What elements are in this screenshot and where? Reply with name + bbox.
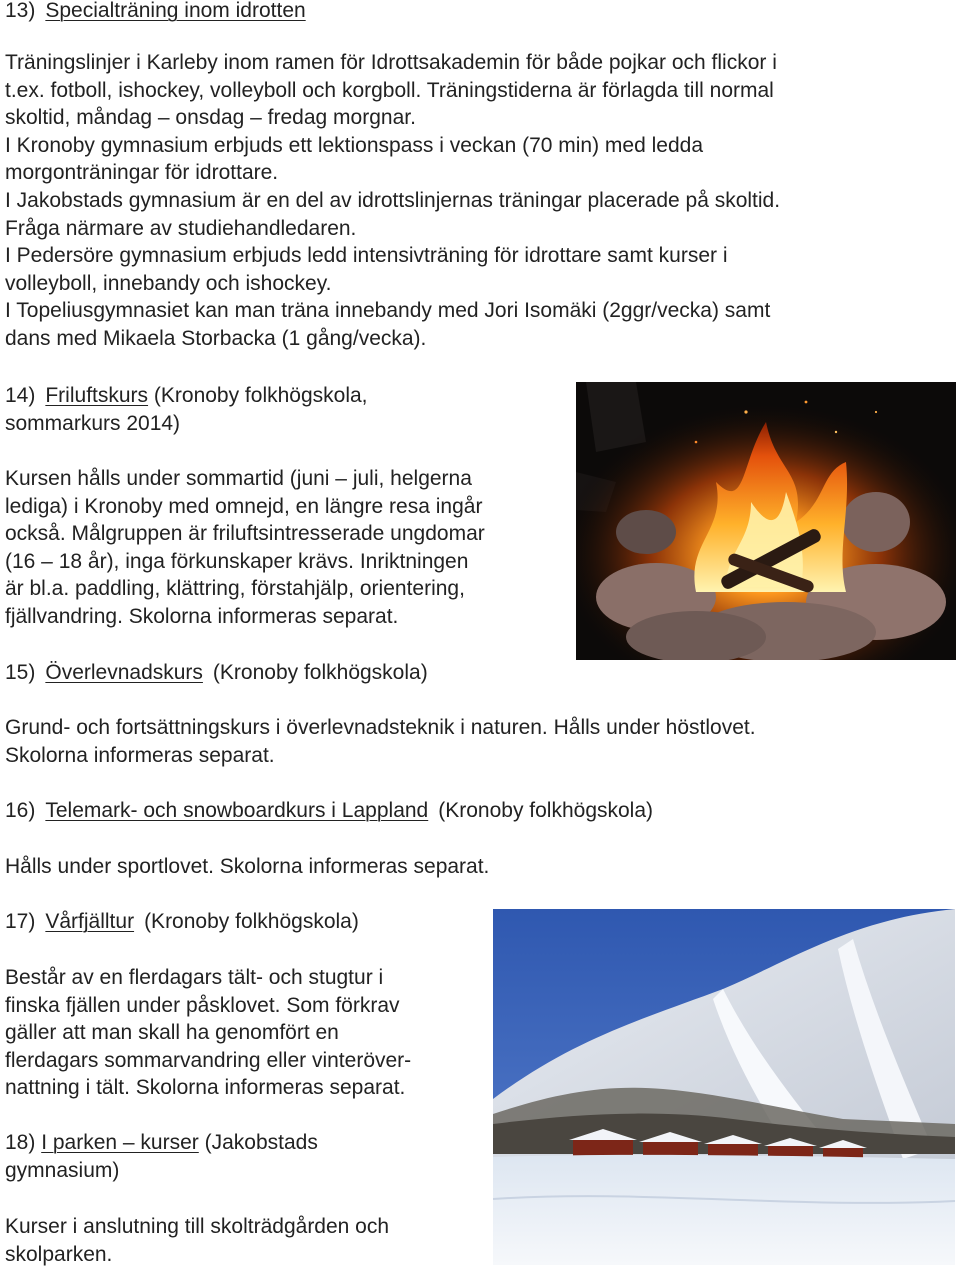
section-16-title-link[interactable]: Telemark- och snowboardkurs i Lappland [45,799,429,822]
paragraph-line: Träningslinjer i Karleby inom ramen för Idrottsakademin för både pojkar och flickor i [5,51,777,74]
paragraph-line: flerdagars sommarvandring eller vinteröver- [5,1048,412,1072]
section-18-organizer: (Jakobstads [204,1131,318,1154]
section-18-heading [5,1129,318,1184]
paragraph-line: I Kronoby gymnasium erbjuds ett lektionspass i veckan (70 min) med ledda [5,133,704,157]
section-number: 18) [5,1131,36,1154]
paragraph-line: I Topeliusgymnasiet kan man träna innebandy med Jori Isomäki (2ggr/vecka) samt [5,299,771,323]
campfire-photo [576,382,956,660]
paragraph-line: Skolorna informeras separat. [5,743,275,767]
section-13-heading [5,0,306,25]
paragraph-line: I Jakobstads gymnasium är en del av idrottslinjernas träningar placerade på skoltid. [5,188,781,212]
paragraph-line: Består av en flerdagars tält- och stugtur i [5,966,384,989]
paragraph-line: t.ex. fotboll, ishockey, volleyboll och korgboll. Träningstiderna är förlagda till normal [5,78,774,102]
section-18-organizer-cont: gymnasium) [5,1158,120,1182]
section-17-title-link[interactable]: Vårfjälltur [45,910,135,933]
paragraph-line: Kursen hålls under sommartid (juni – juli, helgerna [5,467,472,490]
paragraph-line: nattning i tält. Skolorna informeras separat. [5,1076,406,1100]
paragraph-line: Grund- och fortsättningskurs i överlevnadsteknik i naturen. Hålls under höstlovet. [5,716,756,739]
section-14-title-link[interactable]: Friluftskurs [45,384,149,407]
section-14-body [5,465,485,631]
section-13 [5,0,306,25]
paragraph-line: volleyboll, innebandy och ishockey. [5,271,332,295]
section-16-body [5,853,489,881]
section-13-title-link[interactable]: Specialträning inom idrotten [45,0,306,22]
section-17-body [5,964,411,1102]
paragraph-line: (16 – 18 år), inga förkunskaper krävs. Inriktningen [5,549,469,573]
section-15-heading [5,659,428,687]
section-14-heading [5,382,368,437]
paragraph-line: Kurser i anslutning till skolträdgården och [5,1215,390,1238]
section-number: 14) [5,384,36,407]
paragraph-line: skoltid, måndag – onsdag – fredag morgnar. [5,106,416,130]
snowy-fell-cabins-photo [493,909,955,1265]
section-13-body [5,49,780,353]
paragraph-line: morgonträningar för idrottare. [5,161,279,185]
section-17-heading [5,908,359,936]
paragraph-line: lediga) i Kronoby med omnejd, en längre resa ingår [5,494,483,518]
section-16-organizer: (Kronoby folkhögskola) [438,799,654,822]
paragraph-line: I Pedersöre gymnasium erbjuds ledd intensivträning för idrottare samt kurser i [5,244,728,268]
paragraph-line: skolparken. [5,1242,113,1266]
paragraph-line: är bl.a. paddling, klättring, förstahjälp, orientering, [5,577,465,601]
section-number: 13) [5,0,36,22]
paragraph-line: Fråga närmare av studiehandledaren. [5,216,357,240]
section-17-organizer: (Kronoby folkhögskola) [144,910,359,933]
section-15-body [5,714,756,769]
paragraph-line: Hålls under sportlovet. Skolorna informeras separat. [5,855,490,878]
section-18-title-link[interactable]: I parken – kurser [41,1131,199,1154]
paragraph-line: gäller att man skall ha genomfört en [5,1021,339,1045]
section-15-organizer: (Kronoby folkhögskola) [212,661,428,684]
section-14-organizer: (Kronoby folkhögskola, [153,384,368,407]
section-number: 17) [5,910,36,933]
paragraph-line: dans med Mikaela Storbacka (1 gång/vecka). [5,326,427,350]
section-14-organizer-cont: sommarkurs 2014) [5,411,181,435]
section-15-title-link[interactable]: Överlevnadskurs [45,661,203,684]
paragraph-line: finska fjällen under påsklovet. Som förkrav [5,993,400,1017]
section-16-heading [5,797,653,825]
section-number: 15) [5,661,36,684]
paragraph-line: fjällvandring. Skolorna informeras separat. [5,604,399,628]
section-number: 16) [5,799,36,822]
section-18-body [5,1213,389,1268]
paragraph-line: också. Målgruppen är friluftsintresserade ungdomar [5,522,485,546]
